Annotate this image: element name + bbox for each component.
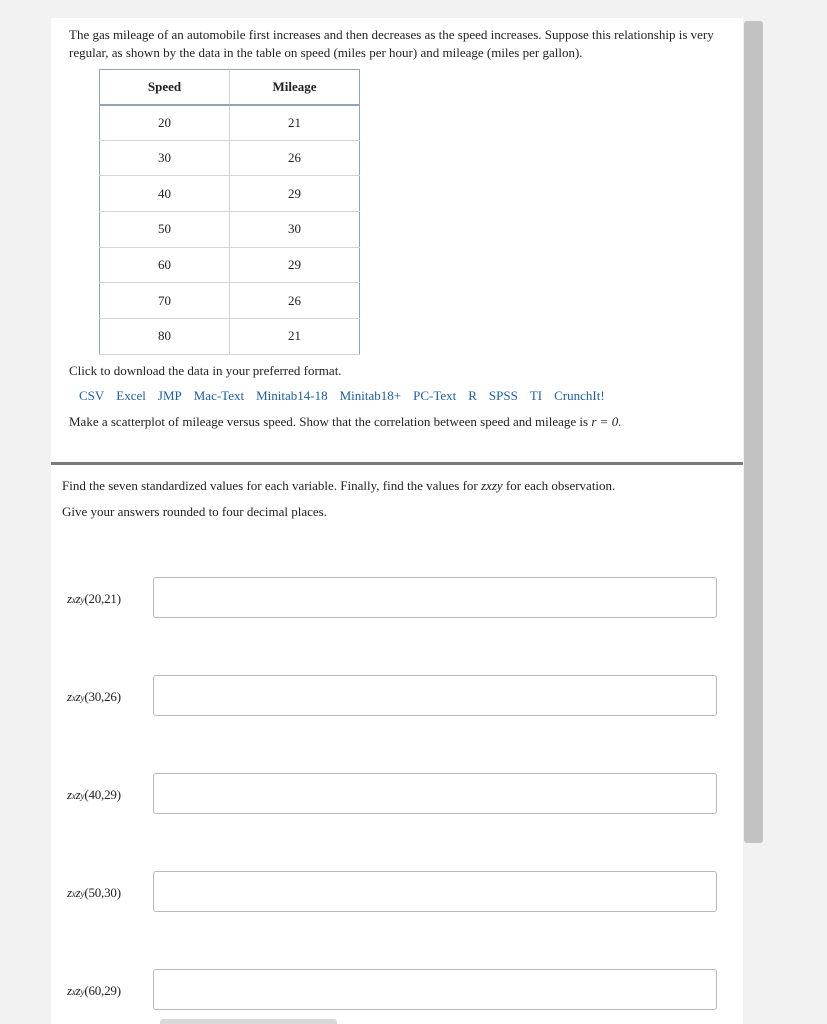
answer-label: zxzy(20,21) bbox=[67, 591, 121, 606]
download-link-minitab14-18[interactable]: Minitab14-18 bbox=[256, 388, 328, 403]
download-link-spss[interactable]: SPSS bbox=[488, 388, 518, 403]
mileage-cell: 26 bbox=[230, 140, 360, 176]
mileage-cell: 29 bbox=[230, 247, 360, 283]
scatter-instruction bbox=[69, 414, 621, 430]
observation-label: (50,30) bbox=[84, 885, 121, 900]
table-row bbox=[100, 319, 360, 355]
mileage-cell: 21 bbox=[230, 319, 360, 355]
question-panel bbox=[51, 18, 743, 1024]
table-row bbox=[100, 140, 360, 176]
mileage-cell: 29 bbox=[230, 176, 360, 212]
question-text bbox=[62, 478, 615, 494]
correlation-math: r = 0. bbox=[591, 414, 622, 429]
download-link-excel[interactable]: Excel bbox=[116, 388, 146, 403]
observation-label: (40,29) bbox=[84, 787, 121, 802]
speed-cell: 40 bbox=[100, 176, 230, 212]
download-link-r[interactable]: R bbox=[468, 388, 477, 403]
scrollbar[interactable] bbox=[744, 21, 763, 843]
zxzy-math: zxzy bbox=[481, 478, 503, 493]
answer-input[interactable] bbox=[153, 675, 717, 716]
speed-cell: 20 bbox=[100, 105, 230, 141]
speed-cell: 70 bbox=[100, 283, 230, 319]
answer-label: zxzy(40,29) bbox=[67, 787, 121, 802]
download-label: Click to download the data in your preferred format. bbox=[69, 363, 342, 378]
data-table bbox=[99, 69, 360, 355]
table-row bbox=[100, 283, 360, 319]
bottom-element bbox=[160, 1019, 337, 1024]
speed-cell: 30 bbox=[100, 140, 230, 176]
answer-label: zxzy(60,29) bbox=[67, 983, 121, 998]
rounding-instruction: Give your answers rounded to four decimal places. bbox=[62, 504, 327, 519]
download-link-csv[interactable]: CSV bbox=[79, 388, 105, 403]
download-link-ti[interactable]: TI bbox=[529, 388, 543, 403]
answer-row bbox=[51, 871, 743, 913]
question-suffix: for each observation. bbox=[502, 478, 616, 493]
answer-label: zxzy(50,30) bbox=[67, 885, 121, 900]
answer-row bbox=[51, 773, 743, 815]
header-speed: Speed bbox=[100, 70, 230, 105]
download-link-pc-text[interactable]: PC-Text bbox=[413, 388, 457, 403]
speed-cell: 60 bbox=[100, 247, 230, 283]
divider bbox=[51, 462, 743, 465]
intro-text: The gas mileage of an automobile first increases and then decreases as the speed increases. Suppose this relationship is very regular, as shown by the data in the table on speed (miles per hour) and mileage (miles per gallon). bbox=[69, 27, 714, 60]
scatter-text: Make a scatterplot of mileage versus speed. Show that the correlation between speed and mileage is bbox=[69, 414, 592, 429]
answer-row bbox=[51, 577, 743, 619]
answer-row bbox=[51, 969, 743, 1011]
table-row bbox=[100, 247, 360, 283]
observation-label: (60,29) bbox=[84, 983, 121, 998]
download-link-jmp[interactable]: JMP bbox=[157, 388, 182, 403]
answer-label: zxzy(30,26) bbox=[67, 689, 121, 704]
mileage-cell: 21 bbox=[230, 105, 360, 141]
download-link-crunchit[interactable]: CrunchIt! bbox=[554, 388, 605, 403]
answer-input[interactable] bbox=[153, 577, 717, 618]
observation-label: (30,26) bbox=[84, 689, 121, 704]
answer-row bbox=[51, 675, 743, 717]
answer-input[interactable] bbox=[153, 773, 717, 814]
answer-input[interactable] bbox=[153, 969, 717, 1010]
header-mileage: Mileage bbox=[230, 70, 360, 105]
mileage-cell: 30 bbox=[230, 212, 360, 248]
question-prefix: Find the seven standardized values for each variable. Finally, find the values for bbox=[62, 478, 481, 493]
download-link-mac-text[interactable]: Mac-Text bbox=[193, 388, 245, 403]
table-row bbox=[100, 176, 360, 212]
answer-input[interactable] bbox=[153, 871, 717, 912]
table-row bbox=[100, 212, 360, 248]
speed-cell: 50 bbox=[100, 212, 230, 248]
observation-label: (20,21) bbox=[84, 591, 121, 606]
download-link-minitab18[interactable]: Minitab18+ bbox=[339, 388, 402, 403]
table-row bbox=[100, 105, 360, 141]
download-formats bbox=[79, 388, 617, 404]
mileage-cell: 26 bbox=[230, 283, 360, 319]
speed-cell: 80 bbox=[100, 319, 230, 355]
